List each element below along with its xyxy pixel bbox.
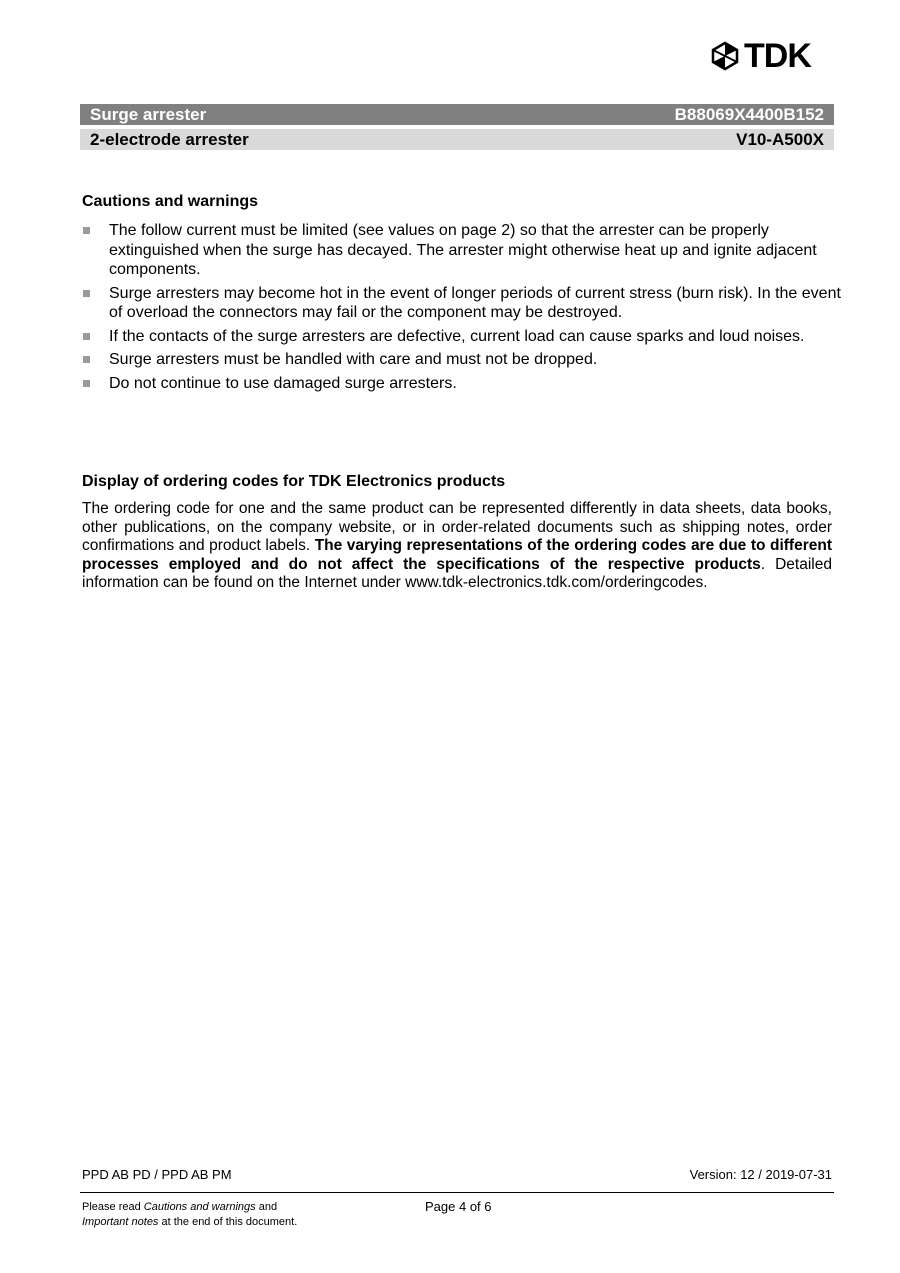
note-and: and	[255, 1201, 278, 1213]
header-bar-subtype	[80, 129, 834, 150]
square-bullet-icon	[83, 333, 90, 340]
footer-divider	[80, 1192, 834, 1193]
square-bullet-icon	[83, 290, 90, 297]
cautions-list	[82, 221, 852, 397]
list-item	[82, 221, 852, 280]
footer-note	[82, 1200, 297, 1230]
ordering-text-bold: The varying representations of the ordering codes are due to different processes employed and do not affect the specifications of the respective products	[82, 537, 832, 573]
footer-department: PPD AB PD / PPD AB PM	[82, 1167, 232, 1182]
list-item	[82, 350, 852, 370]
list-item-text: Do not continue to use damaged surge arresters.	[109, 374, 457, 392]
header-bar-product	[80, 104, 834, 125]
square-bullet-icon	[83, 227, 90, 234]
note-suffix: at the end of this document.	[158, 1216, 298, 1228]
note-important: Important notes	[82, 1216, 159, 1228]
page-number: Page 4 of 6	[425, 1199, 492, 1214]
ordering-code: B88069X4400B152	[674, 104, 824, 124]
note-cautions: Cautions and warnings	[143, 1201, 256, 1213]
type-code: V10-A500X	[736, 129, 824, 149]
footer-version: Version: 12 / 2019-07-31	[689, 1167, 832, 1182]
ordering-paragraph	[82, 500, 832, 593]
cautions-title: Cautions and warnings	[82, 193, 259, 210]
tdk-logo	[710, 37, 836, 75]
list-item-text: If the contacts of the surge arresters are defective, current load can cause sparks and loud noises.	[109, 327, 805, 345]
ordering-text-2: . Detailed information can be found on the Internet under www.tdk-electronics.tdk.com/orderingcodes.	[82, 555, 832, 591]
ordering-title: Display of ordering codes for TDK Electronics products	[82, 473, 506, 490]
list-item-text: Surge arresters must be handled with care and must not be dropped.	[109, 351, 598, 368]
ordering-text-1: The ordering code for one and the same product can be represented differently in data sheets, data books, other publications, on the company website, or in order-related documents such as shipping notes, order confirmations and product labels.	[82, 500, 832, 554]
square-bullet-icon	[83, 380, 90, 387]
product-type: Surge arrester	[90, 104, 207, 124]
square-bullet-icon	[83, 356, 90, 363]
list-item	[82, 284, 852, 323]
list-item-text: Surge arresters may become hot in the event of longer periods of current stress (burn risk). In the event of overload the connectors may fail or the component may be destroyed.	[109, 284, 841, 321]
list-item	[82, 374, 852, 394]
note-prefix: Please read	[82, 1201, 144, 1213]
tdk-emblem-icon	[710, 41, 740, 71]
list-item-text: The follow current must be limited (see values on page 2) so that the arrester can be properly extinguished when the surge has decayed. The arrester might otherwise heat up and ignite adjacent components.	[109, 222, 817, 278]
logo-text: TDK	[744, 37, 811, 75]
list-item	[82, 327, 852, 347]
product-subtype: 2-electrode arrester	[90, 129, 249, 149]
